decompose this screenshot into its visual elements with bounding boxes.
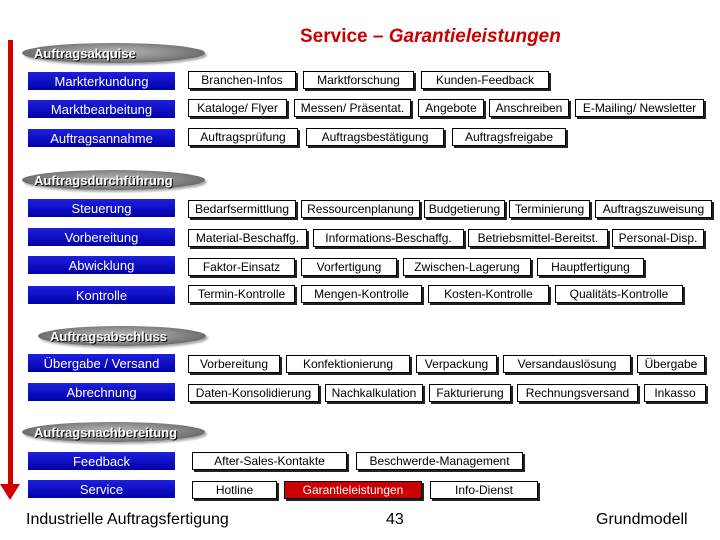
section-auftragsnachbereitung bbox=[22, 422, 205, 442]
item-fakturierung: Fakturierung bbox=[429, 384, 511, 402]
section-label: Auftragsnachbereitung bbox=[34, 424, 178, 440]
stage-markterkundung: Markterkundung bbox=[28, 72, 175, 90]
footer-page-number: 43 bbox=[386, 511, 404, 528]
item-anschreiben: Anschreiben bbox=[489, 99, 569, 117]
stage-abrechnung: Abrechnung bbox=[28, 383, 175, 401]
item-ressourcenplanung: Ressourcenplanung bbox=[301, 200, 420, 218]
item-zwischen-lagerung: Zwischen-Lagerung bbox=[403, 258, 531, 276]
item-beschwerde-management: Beschwerde-Management bbox=[356, 452, 523, 470]
process-arrow-head bbox=[0, 484, 20, 500]
footer-model-name: Grundmodell bbox=[596, 511, 688, 528]
item-personal-disp: Personal-Disp. bbox=[612, 229, 704, 247]
item-faktor-einsatz: Faktor-Einsatz bbox=[188, 258, 295, 276]
item-inkasso: Inkasso bbox=[644, 384, 706, 402]
item-marktforschung: Marktforschung bbox=[303, 71, 414, 89]
item-kosten-kontrolle: Kosten-Kontrolle bbox=[428, 285, 549, 303]
item-terminierung: Terminierung bbox=[509, 200, 590, 218]
stage-steuerung: Steuerung bbox=[28, 199, 175, 217]
item-auftragsfreigabe: Auftragsfreigabe bbox=[452, 128, 566, 146]
item-messen-praesentat: Messen/ Präsentat. bbox=[294, 99, 411, 117]
title-prefix: Service – bbox=[300, 26, 389, 47]
section-auftragsdurchfuehrung bbox=[22, 170, 205, 190]
slide-title bbox=[300, 26, 700, 48]
title-topic: Garantieleistungen bbox=[388, 26, 561, 47]
section-label: Auftragsdurchführung bbox=[34, 172, 173, 188]
item-info-dienst: Info-Dienst bbox=[430, 481, 538, 499]
item-mengen-kontrolle: Mengen-Kontrolle bbox=[301, 285, 422, 303]
stage-vorbereitung: Vorbereitung bbox=[28, 228, 175, 246]
item-informations-beschaffg: Informations-Beschaffg. bbox=[313, 229, 464, 247]
item-auftragsbestaetigung: Auftragsbestätigung bbox=[306, 128, 444, 146]
item-budgetierung: Budgetierung bbox=[424, 200, 505, 218]
stage-kontrolle: Kontrolle bbox=[28, 286, 175, 304]
item-hotline: Hotline bbox=[192, 481, 277, 499]
stage-abwicklung: Abwicklung bbox=[28, 256, 175, 274]
section-auftragsakquise bbox=[22, 43, 205, 63]
item-nachkalkulation: Nachkalkulation bbox=[325, 384, 423, 402]
item-bedarfsermittlung: Bedarfsermittlung bbox=[188, 200, 296, 218]
item-vorfertigung: Vorfertigung bbox=[301, 258, 397, 276]
stage-marktbearbeitung: Marktbearbeitung bbox=[28, 100, 175, 118]
item-kataloge-flyer: Kataloge/ Flyer bbox=[188, 99, 287, 117]
item-versandausloesung: Versandauslösung bbox=[503, 355, 631, 373]
item-garantieleistungen: Garantieleistungen bbox=[284, 481, 422, 499]
item-verpackung: Verpackung bbox=[416, 355, 497, 373]
item-angebote: Angebote bbox=[418, 99, 484, 117]
item-e-mailing-newsletter: E-Mailing/ Newsletter bbox=[575, 99, 704, 117]
process-arrow-shaft bbox=[8, 40, 13, 488]
item-hauptfertigung: Hauptfertigung bbox=[537, 258, 644, 276]
item-konfektionierung: Konfektionierung bbox=[286, 355, 410, 373]
item-material-beschaffg: Material-Beschaffg. bbox=[188, 229, 307, 247]
stage-service: Service bbox=[28, 480, 175, 498]
item-kunden-feedback: Kunden-Feedback bbox=[421, 71, 549, 89]
section-label: Auftragsakquise bbox=[34, 45, 136, 61]
footer-course-title: Industrielle Auftragsfertigung bbox=[26, 511, 229, 528]
item-vorbereitung: Vorbereitung bbox=[188, 355, 280, 373]
item-daten-konsolidierung: Daten-Konsolidierung bbox=[188, 384, 319, 402]
item-branchen-infos: Branchen-Infos bbox=[188, 71, 296, 89]
item-auftragspruefung: Auftragsprüfung bbox=[188, 128, 298, 146]
item-rechnungsversand: Rechnungsversand bbox=[517, 384, 638, 402]
item-betriebsmittel-bereitst: Betriebsmittel-Bereitst. bbox=[468, 229, 608, 247]
item-qualitaets-kontrolle: Qualitäts-Kontrolle bbox=[555, 285, 683, 303]
item-auftragszuweisung: Auftragszuweisung bbox=[595, 200, 712, 218]
stage-auftragsannahme: Auftragsannahme bbox=[28, 129, 175, 147]
section-label: Auftragsabschluss bbox=[50, 328, 168, 344]
item-uebergabe: Übergabe bbox=[637, 355, 705, 373]
section-auftragsabschluss bbox=[38, 326, 206, 346]
stage-feedback: Feedback bbox=[28, 452, 175, 470]
item-termin-kontrolle: Termin-Kontrolle bbox=[188, 285, 295, 303]
stage-uebergabe-versand: Übergabe / Versand bbox=[28, 354, 175, 372]
item-after-sales-kontakte: After-Sales-Kontakte bbox=[192, 452, 347, 470]
